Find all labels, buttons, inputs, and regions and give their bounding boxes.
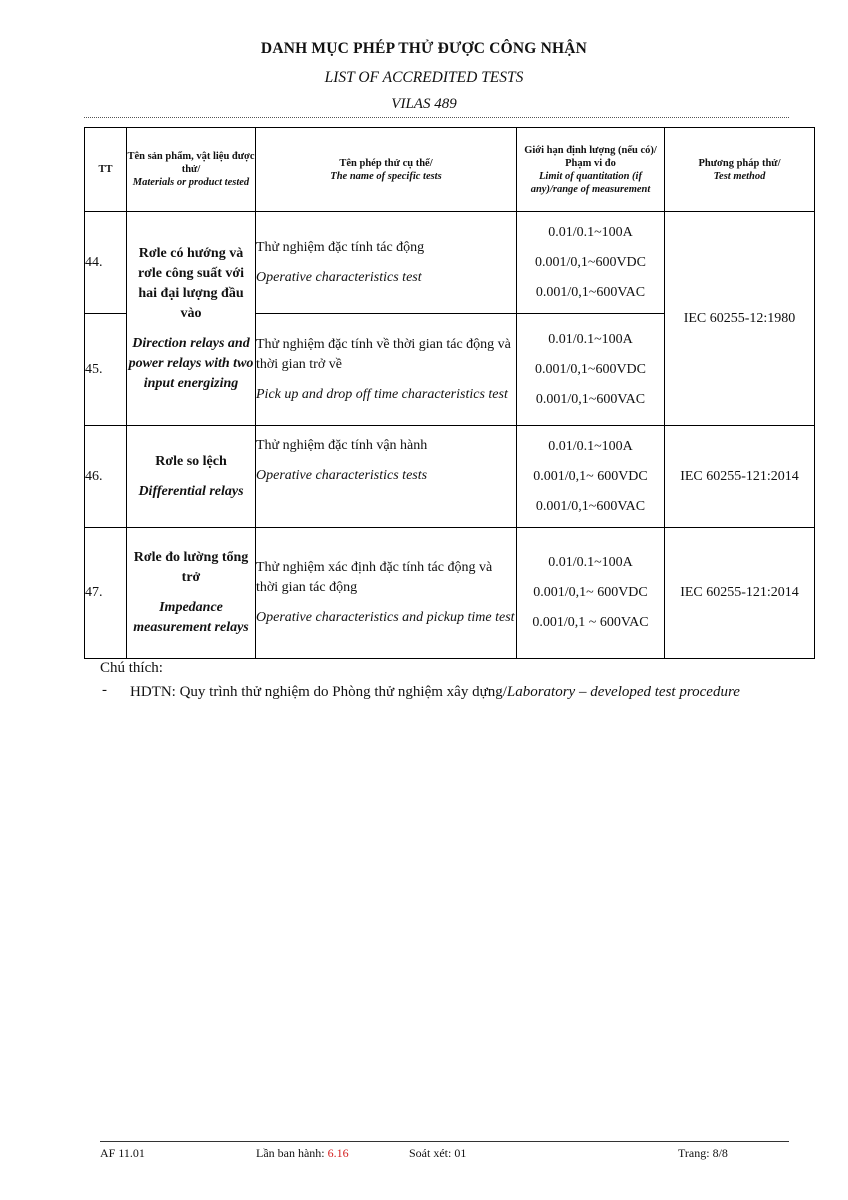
product-cell: [127, 426, 256, 528]
limit-cell: [517, 426, 665, 528]
header-method-vi: Phương pháp thử/: [698, 157, 781, 169]
header-test-vi: Tên phép thử cụ thể/: [339, 157, 433, 169]
limit-value: 0.001/0,1~600VAC: [535, 498, 646, 514]
accredited-tests-table: [84, 127, 815, 659]
product-name-vi: Rơle so lệch: [155, 453, 227, 469]
limit-value: 0.01/0.1~100A: [548, 224, 633, 240]
header-method: [665, 128, 815, 212]
header-method-en: Test method: [713, 170, 766, 182]
test-method: IEC 60255-12:1980: [665, 212, 815, 426]
header-product-en: Materials or product tested: [132, 177, 250, 188]
header-product: [127, 128, 256, 212]
header-tt: TT: [85, 128, 127, 212]
limit-value: 0.001/0,1~600VAC: [535, 284, 646, 300]
notes-text: [130, 682, 770, 702]
footer-issue: [256, 1146, 349, 1161]
table-row: [85, 426, 815, 528]
limit-value: 0.001/0,1 ~ 600VAC: [532, 615, 649, 630]
table-row: [85, 528, 815, 659]
header-limit-en: Limit of quantitation (if any)/range of measurement: [530, 170, 651, 195]
test-name-en: Operative characteristics test: [256, 269, 422, 285]
test-name-vi: Thử nghiệm đặc tính tác động: [256, 239, 425, 255]
page-subtitle: LIST OF ACCREDITED TESTS: [324, 69, 524, 86]
header-test-en: The name of specific tests: [330, 170, 442, 182]
vilas-code: VILAS 489: [391, 96, 457, 112]
test-name-cell: [256, 426, 517, 528]
product-cell: [127, 528, 256, 659]
limit-value: 0.001/0,1~ 600VDC: [533, 585, 648, 600]
test-name-cell: [256, 314, 517, 426]
test-name-vi: Thử nghiệm xác định đặc tính tác động và thời gian tác động: [256, 560, 493, 595]
row-number: 47.: [85, 528, 127, 659]
row-number: 46.: [85, 426, 127, 528]
footer-page-number: Trang: 8/8: [678, 1146, 728, 1160]
test-name-vi: Thử nghiệm đặc tính về thời gian tác động và thời gian trở về: [256, 336, 511, 372]
product-name-en: Impedance measurement relays: [133, 600, 249, 635]
product-name-en: Differential relays: [138, 483, 244, 499]
limit-value: 0.001/0,1~ 600VDC: [533, 468, 648, 484]
header-test: [256, 128, 517, 212]
product-name-vi: Rơle đo lường tổng trở: [133, 550, 249, 585]
header-limit-vi: Giới hạn định lượng (nếu có)/ Phạm vi đo: [524, 144, 657, 169]
limit-value: 0.01/0.1~100A: [548, 555, 633, 570]
test-name-en: Operative characteristics and pickup time test: [256, 610, 515, 625]
limit-value: 0.001/0,1~600VAC: [535, 391, 646, 407]
footer-divider: [100, 1141, 789, 1142]
row-number: 45.: [85, 314, 127, 426]
test-method: IEC 60255-121:2014: [665, 528, 815, 659]
row-number: 44.: [85, 212, 127, 314]
limit-value: 0.01/0.1~100A: [548, 438, 633, 454]
test-name-cell: [256, 528, 517, 659]
notes-title: Chú thích:: [100, 660, 163, 676]
product-name-vi: Rơle có hướng và rơle công suất với hai đại lượng đầu vào: [137, 245, 245, 321]
footer-issue-label: Lần ban hành:: [256, 1146, 328, 1160]
header-limit: [517, 128, 665, 212]
notes-bullet: -: [102, 682, 107, 698]
limit-value: 0.001/0,1~600VDC: [534, 361, 647, 377]
table-row: [85, 212, 815, 314]
footer-review: Soát xét: 01: [409, 1146, 467, 1160]
test-name-vi: Thử nghiệm đặc tính vận hành: [256, 438, 428, 453]
dotted-divider: [84, 117, 789, 118]
header-product-vi: Tên sản phẩm, vật liệu được thử/: [127, 151, 255, 175]
test-method: IEC 60255-121:2014: [665, 426, 815, 528]
test-name-en: Operative characteristics tests: [256, 468, 428, 483]
page-title: DANH MỤC PHÉP THỬ ĐƯỢC CÔNG NHẬN: [260, 40, 588, 57]
notes-text-normal: HDTN: Quy trình thử nghiệm do Phòng thử nghiệm xây dựng/: [130, 684, 507, 700]
table-header-row: [85, 128, 815, 212]
limit-cell: [517, 314, 665, 426]
footer-form-code: AF 11.01: [100, 1146, 145, 1160]
test-name-cell: [256, 212, 517, 314]
limit-cell: [517, 212, 665, 314]
footer-issue-value: 6.16: [327, 1146, 349, 1160]
limit-cell: [517, 528, 665, 659]
limit-value: 0.001/0,1~600VDC: [534, 254, 647, 270]
test-name-en: Pick up and drop off time characteristics test: [256, 386, 508, 402]
product-name-en: Direction relays and power relays with two input energizing: [128, 335, 254, 391]
notes-text-italic: Laboratory – developed test procedure: [506, 684, 740, 700]
limit-value: 0.01/0.1~100A: [548, 331, 633, 347]
product-cell: [127, 212, 256, 426]
